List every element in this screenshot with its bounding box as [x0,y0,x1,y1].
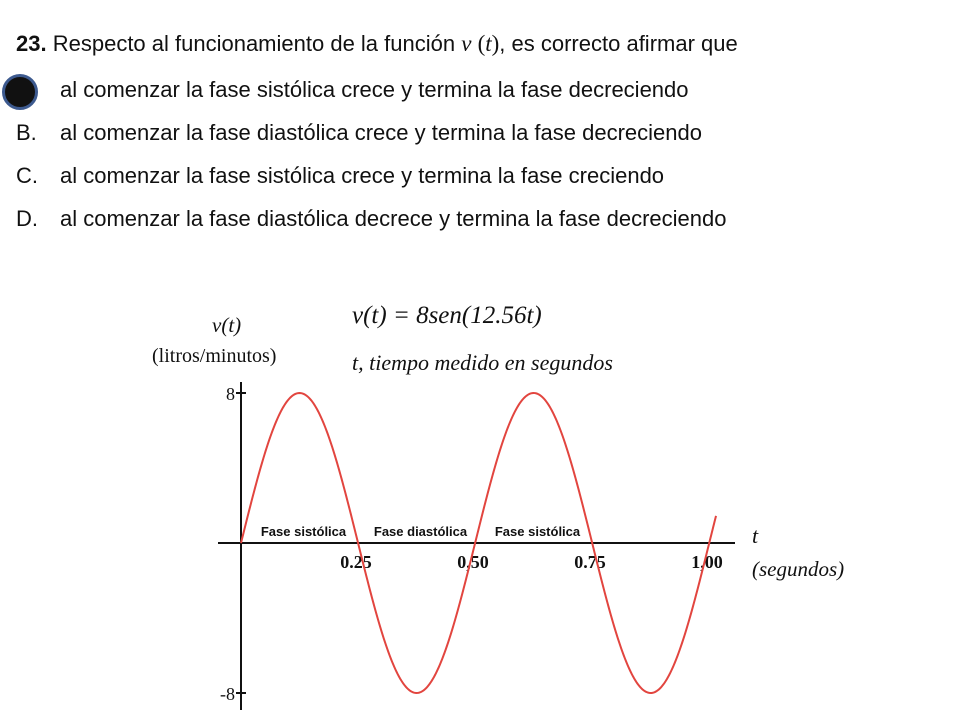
x-tick-label: 0.25 [340,552,372,572]
question-paren-close: ) [491,31,500,56]
phase-label: Fase sistólica [494,524,581,539]
option-b-text: al comenzar la fase diastólica crece y termina la fase decreciendo [60,120,702,145]
y-axis-label: v(t) [212,313,242,337]
question-text-before: Respecto al funcionamiento de la función [52,31,456,56]
option-a-text: al comenzar la fase sistólica crece y termina la fase decreciendo [60,77,689,102]
option-c-text: al comenzar la fase sistólica crece y termina la fase creciendo [60,163,665,188]
y-tick-label: -8 [220,684,235,704]
phase-label: Fase diastólica [373,524,468,539]
option-d-letter: D. [16,206,38,231]
x-tick-label: 0.75 [574,552,606,572]
chart-layer [152,302,844,710]
x-axis-label: t [752,523,759,548]
option-b-letter: B. [16,120,37,145]
x-axis-units: (segundos) [752,557,845,581]
option-d-text: al comenzar la fase diastólica decrece y termina la fase decreciendo [60,206,727,231]
question-text-after: , es correcto afirmar que [499,31,738,56]
x-tick-label: 0,50 [457,552,489,572]
chart-subtitle: t, tiempo medido en segundos [352,350,613,375]
question-paren-open: ( [477,31,486,56]
y-axis-units: (litros/minutos) [152,345,277,367]
x-tick-label: 1,00 [691,552,723,572]
option-c-letter: C. [16,163,38,188]
function-formula: v(t) = 8sen(12.56t) [352,302,542,329]
question-var-t: t [485,31,492,56]
question-number: 23. [16,31,47,56]
question-var-v: v [461,31,472,56]
phase-label: Fase sistólica [260,524,347,539]
y-tick-label: 8 [226,384,235,404]
